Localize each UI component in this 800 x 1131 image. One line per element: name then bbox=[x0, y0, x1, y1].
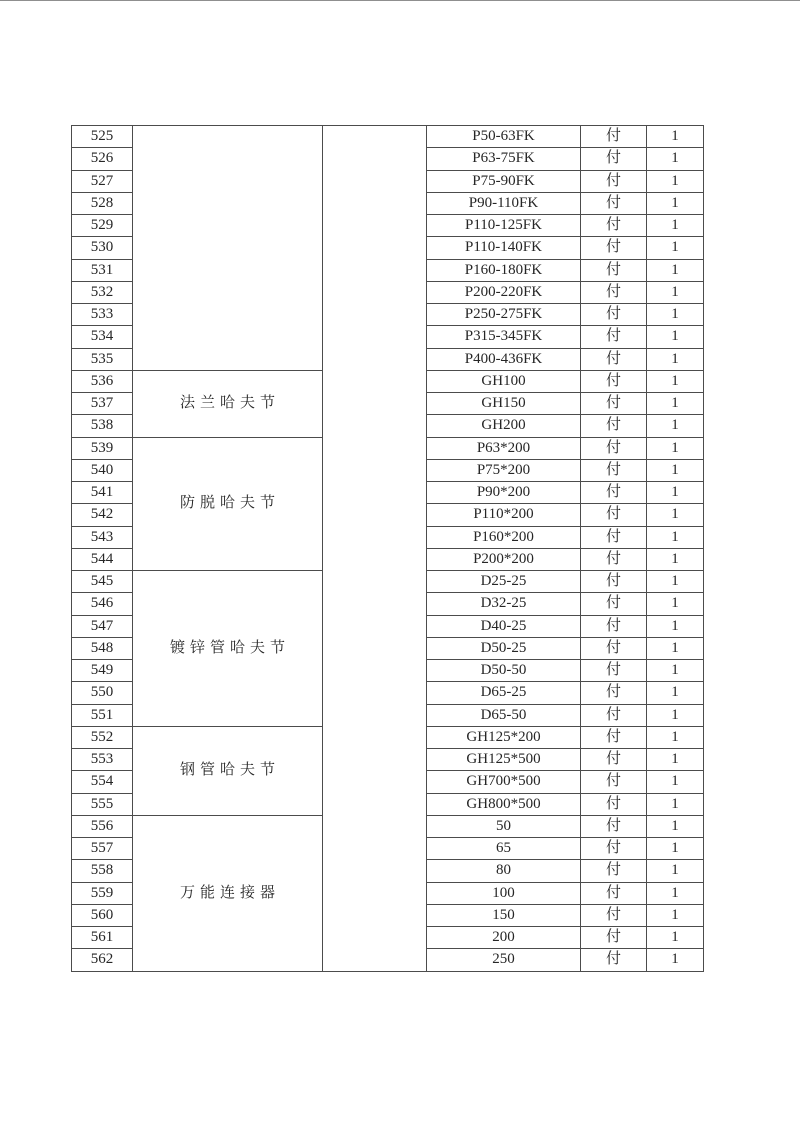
spec-cell: P160-180FK bbox=[427, 259, 581, 281]
unit-cell: 付 bbox=[581, 482, 647, 504]
spec-cell: GH125*200 bbox=[427, 726, 581, 748]
unit-cell: 付 bbox=[581, 726, 647, 748]
qty-cell: 1 bbox=[647, 548, 704, 570]
row-number-cell: 554 bbox=[72, 771, 133, 793]
qty-cell: 1 bbox=[647, 526, 704, 548]
qty-cell: 1 bbox=[647, 771, 704, 793]
qty-cell: 1 bbox=[647, 281, 704, 303]
row-number-cell: 530 bbox=[72, 237, 133, 259]
row-number-cell: 551 bbox=[72, 704, 133, 726]
row-number-cell: 528 bbox=[72, 192, 133, 214]
qty-cell: 1 bbox=[647, 326, 704, 348]
spec-cell: P110*200 bbox=[427, 504, 581, 526]
unit-cell: 付 bbox=[581, 148, 647, 170]
unit-cell: 付 bbox=[581, 304, 647, 326]
unit-cell: 付 bbox=[581, 615, 647, 637]
spec-cell: GH800*500 bbox=[427, 793, 581, 815]
row-number-cell: 533 bbox=[72, 304, 133, 326]
spec-cell: D65-25 bbox=[427, 682, 581, 704]
spec-cell: P315-345FK bbox=[427, 326, 581, 348]
qty-cell: 1 bbox=[647, 637, 704, 659]
qty-cell: 1 bbox=[647, 838, 704, 860]
unit-cell: 付 bbox=[581, 326, 647, 348]
page-top-rule bbox=[0, 0, 800, 1]
unit-cell: 付 bbox=[581, 281, 647, 303]
row-number-cell: 561 bbox=[72, 927, 133, 949]
spec-cell: P63-75FK bbox=[427, 148, 581, 170]
spec-cell: P75-90FK bbox=[427, 170, 581, 192]
unit-cell: 付 bbox=[581, 860, 647, 882]
row-number-cell: 557 bbox=[72, 838, 133, 860]
spec-cell: GH700*500 bbox=[427, 771, 581, 793]
spec-cell: D50-50 bbox=[427, 660, 581, 682]
row-number-cell: 541 bbox=[72, 482, 133, 504]
spec-cell: 65 bbox=[427, 838, 581, 860]
qty-cell: 1 bbox=[647, 704, 704, 726]
product-spec-table bbox=[71, 125, 704, 972]
row-number-cell: 546 bbox=[72, 593, 133, 615]
row-number-cell: 556 bbox=[72, 815, 133, 837]
qty-cell: 1 bbox=[647, 593, 704, 615]
row-number-cell: 532 bbox=[72, 281, 133, 303]
unit-cell: 付 bbox=[581, 704, 647, 726]
unit-cell: 付 bbox=[581, 459, 647, 481]
qty-cell: 1 bbox=[647, 904, 704, 926]
unit-cell: 付 bbox=[581, 370, 647, 392]
qty-cell: 1 bbox=[647, 148, 704, 170]
photo-cell bbox=[323, 126, 427, 972]
qty-cell: 1 bbox=[647, 192, 704, 214]
qty-cell: 1 bbox=[647, 927, 704, 949]
row-number-cell: 538 bbox=[72, 415, 133, 437]
qty-cell: 1 bbox=[647, 259, 704, 281]
qty-cell: 1 bbox=[647, 726, 704, 748]
spec-cell: GH100 bbox=[427, 370, 581, 392]
spec-cell: 200 bbox=[427, 927, 581, 949]
qty-cell: 1 bbox=[647, 504, 704, 526]
spec-cell: 80 bbox=[427, 860, 581, 882]
row-number-cell: 548 bbox=[72, 637, 133, 659]
qty-cell: 1 bbox=[647, 126, 704, 148]
spec-cell: P110-125FK bbox=[427, 215, 581, 237]
spec-cell: P90-110FK bbox=[427, 192, 581, 214]
spec-cell: P400-436FK bbox=[427, 348, 581, 370]
unit-cell: 付 bbox=[581, 170, 647, 192]
qty-cell: 1 bbox=[647, 415, 704, 437]
spec-cell: P200-220FK bbox=[427, 281, 581, 303]
unit-cell: 付 bbox=[581, 526, 647, 548]
row-number-cell: 562 bbox=[72, 949, 133, 971]
row-number-cell: 544 bbox=[72, 548, 133, 570]
qty-cell: 1 bbox=[647, 793, 704, 815]
row-number-cell: 539 bbox=[72, 437, 133, 459]
row-number-cell: 550 bbox=[72, 682, 133, 704]
row-number-cell: 537 bbox=[72, 393, 133, 415]
spec-cell: P63*200 bbox=[427, 437, 581, 459]
unit-cell: 付 bbox=[581, 548, 647, 570]
spec-cell: GH150 bbox=[427, 393, 581, 415]
unit-cell: 付 bbox=[581, 571, 647, 593]
row-number-cell: 545 bbox=[72, 571, 133, 593]
qty-cell: 1 bbox=[647, 482, 704, 504]
unit-cell: 付 bbox=[581, 393, 647, 415]
unit-cell: 付 bbox=[581, 882, 647, 904]
unit-cell: 付 bbox=[581, 660, 647, 682]
spec-cell: D65-50 bbox=[427, 704, 581, 726]
row-number-cell: 527 bbox=[72, 170, 133, 192]
unit-cell: 付 bbox=[581, 415, 647, 437]
qty-cell: 1 bbox=[647, 437, 704, 459]
qty-cell: 1 bbox=[647, 571, 704, 593]
unit-cell: 付 bbox=[581, 904, 647, 926]
spec-cell: P160*200 bbox=[427, 526, 581, 548]
spec-cell: 100 bbox=[427, 882, 581, 904]
unit-cell: 付 bbox=[581, 348, 647, 370]
row-number-cell: 534 bbox=[72, 326, 133, 348]
qty-cell: 1 bbox=[647, 304, 704, 326]
spec-cell: GH125*500 bbox=[427, 749, 581, 771]
row-number-cell: 540 bbox=[72, 459, 133, 481]
qty-cell: 1 bbox=[647, 237, 704, 259]
qty-cell: 1 bbox=[647, 215, 704, 237]
unit-cell: 付 bbox=[581, 682, 647, 704]
row-number-cell: 555 bbox=[72, 793, 133, 815]
spec-cell: P75*200 bbox=[427, 459, 581, 481]
category-cell: 法兰哈夫节 bbox=[133, 370, 323, 437]
row-number-cell: 549 bbox=[72, 660, 133, 682]
spec-cell: D40-25 bbox=[427, 615, 581, 637]
qty-cell: 1 bbox=[647, 749, 704, 771]
row-number-cell: 552 bbox=[72, 726, 133, 748]
row-number-cell: 525 bbox=[72, 126, 133, 148]
unit-cell: 付 bbox=[581, 838, 647, 860]
row-number-cell: 526 bbox=[72, 148, 133, 170]
unit-cell: 付 bbox=[581, 215, 647, 237]
category-cell: 防脱哈夫节 bbox=[133, 437, 323, 571]
unit-cell: 付 bbox=[581, 637, 647, 659]
unit-cell: 付 bbox=[581, 437, 647, 459]
unit-cell: 付 bbox=[581, 504, 647, 526]
unit-cell: 付 bbox=[581, 259, 647, 281]
spec-cell: D25-25 bbox=[427, 571, 581, 593]
row-number-cell: 531 bbox=[72, 259, 133, 281]
unit-cell: 付 bbox=[581, 815, 647, 837]
category-cell bbox=[133, 126, 323, 371]
qty-cell: 1 bbox=[647, 949, 704, 971]
spec-cell: D32-25 bbox=[427, 593, 581, 615]
row-number-cell: 536 bbox=[72, 370, 133, 392]
row-number-cell: 559 bbox=[72, 882, 133, 904]
unit-cell: 付 bbox=[581, 793, 647, 815]
qty-cell: 1 bbox=[647, 170, 704, 192]
row-number-cell: 547 bbox=[72, 615, 133, 637]
qty-cell: 1 bbox=[647, 815, 704, 837]
unit-cell: 付 bbox=[581, 949, 647, 971]
qty-cell: 1 bbox=[647, 370, 704, 392]
product-table-body bbox=[72, 126, 704, 972]
row-number-cell: 535 bbox=[72, 348, 133, 370]
category-cell: 钢管哈夫节 bbox=[133, 726, 323, 815]
category-cell: 万能连接器 bbox=[133, 815, 323, 971]
row-number-cell: 558 bbox=[72, 860, 133, 882]
row-number-cell: 553 bbox=[72, 749, 133, 771]
qty-cell: 1 bbox=[647, 682, 704, 704]
unit-cell: 付 bbox=[581, 749, 647, 771]
qty-cell: 1 bbox=[647, 393, 704, 415]
table-row bbox=[72, 126, 704, 148]
unit-cell: 付 bbox=[581, 237, 647, 259]
spec-cell: 150 bbox=[427, 904, 581, 926]
spec-cell: P50-63FK bbox=[427, 126, 581, 148]
spec-cell: 50 bbox=[427, 815, 581, 837]
qty-cell: 1 bbox=[647, 348, 704, 370]
row-number-cell: 529 bbox=[72, 215, 133, 237]
unit-cell: 付 bbox=[581, 771, 647, 793]
row-number-cell: 542 bbox=[72, 504, 133, 526]
spec-cell: P110-140FK bbox=[427, 237, 581, 259]
category-cell: 镀锌管哈夫节 bbox=[133, 571, 323, 727]
spec-cell: P200*200 bbox=[427, 548, 581, 570]
spec-cell: D50-25 bbox=[427, 637, 581, 659]
spec-cell: GH200 bbox=[427, 415, 581, 437]
spec-cell: P250-275FK bbox=[427, 304, 581, 326]
unit-cell: 付 bbox=[581, 192, 647, 214]
qty-cell: 1 bbox=[647, 882, 704, 904]
qty-cell: 1 bbox=[647, 615, 704, 637]
qty-cell: 1 bbox=[647, 860, 704, 882]
unit-cell: 付 bbox=[581, 126, 647, 148]
spec-cell: P90*200 bbox=[427, 482, 581, 504]
qty-cell: 1 bbox=[647, 459, 704, 481]
row-number-cell: 560 bbox=[72, 904, 133, 926]
qty-cell: 1 bbox=[647, 660, 704, 682]
spec-cell: 250 bbox=[427, 949, 581, 971]
unit-cell: 付 bbox=[581, 927, 647, 949]
unit-cell: 付 bbox=[581, 593, 647, 615]
row-number-cell: 543 bbox=[72, 526, 133, 548]
